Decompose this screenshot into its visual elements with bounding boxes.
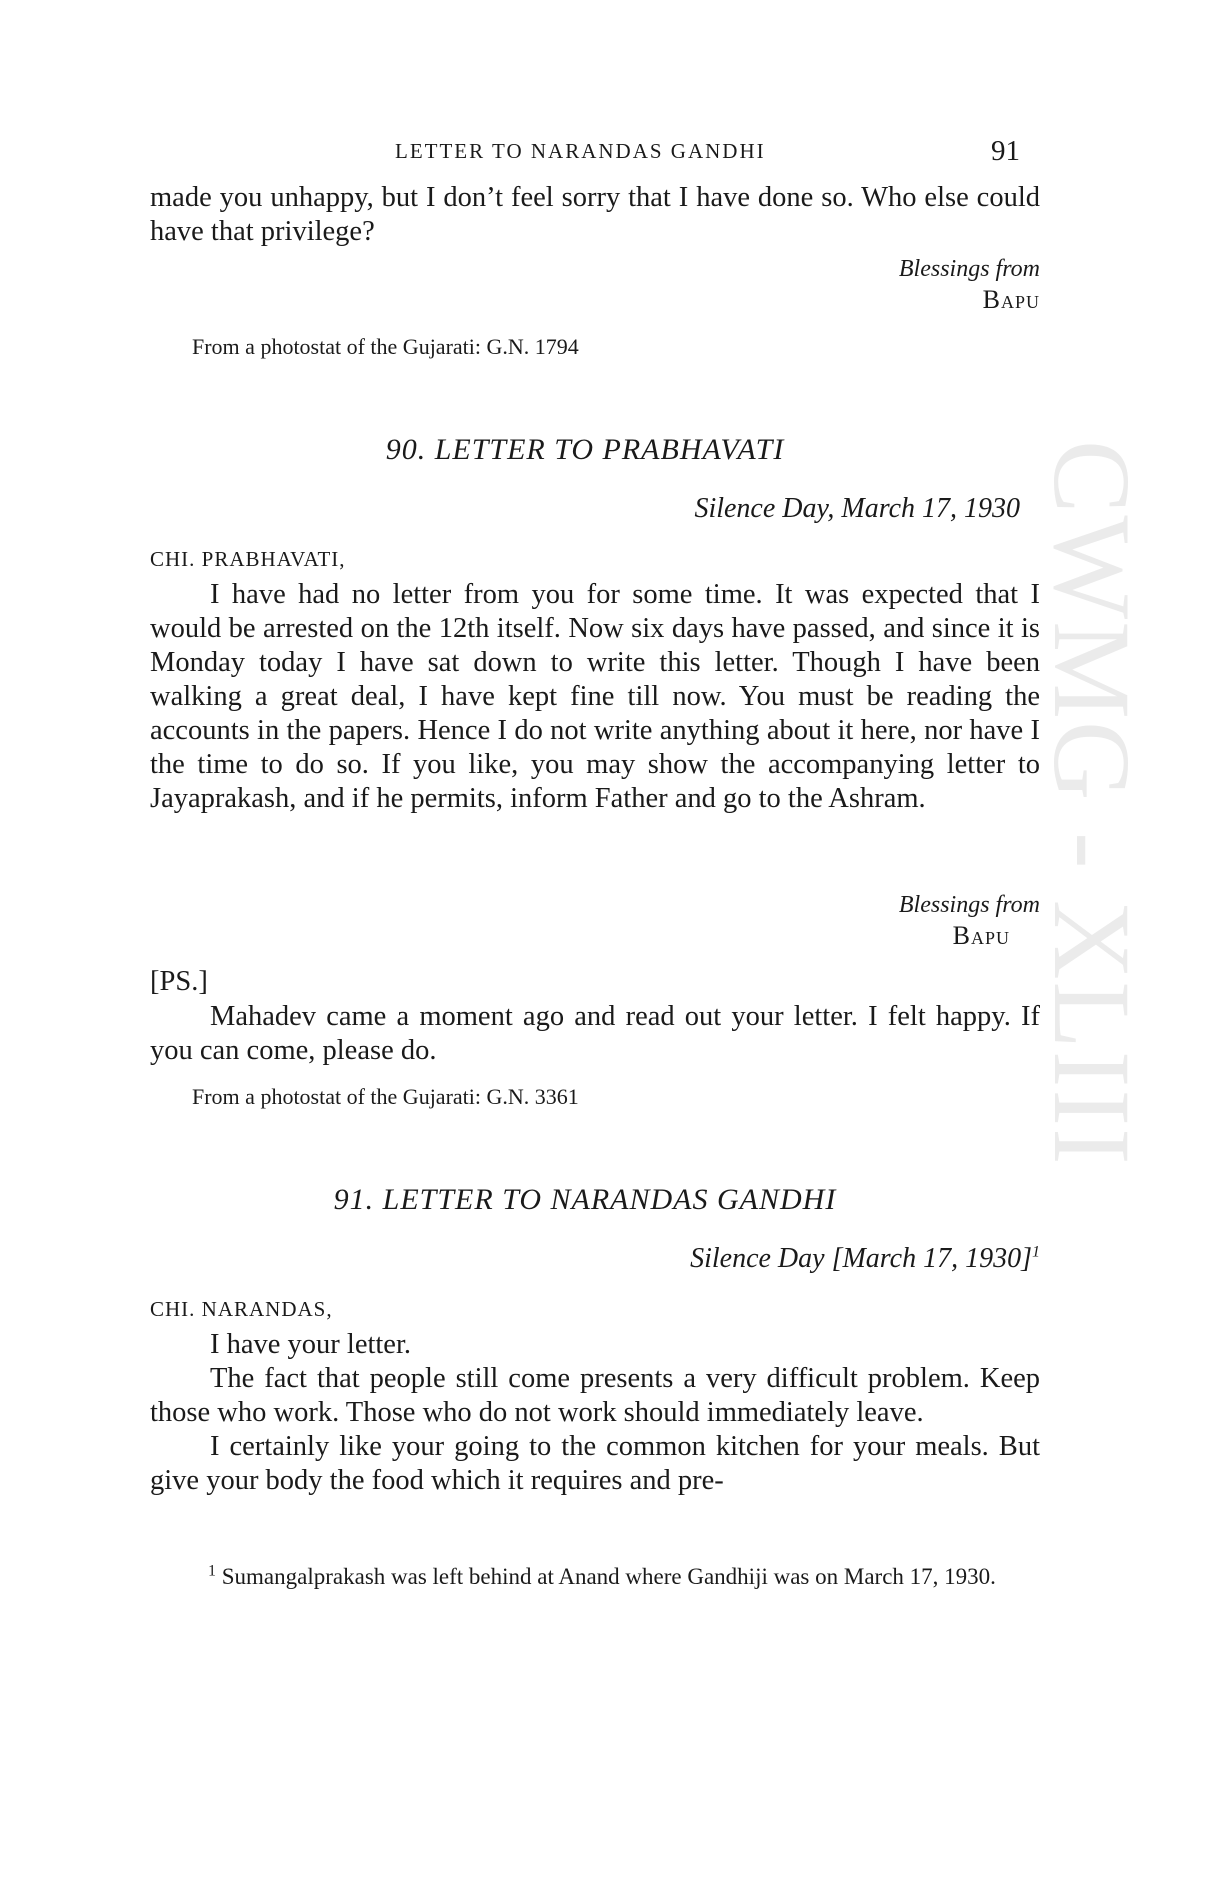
letter-90-signoff [150,890,1040,952]
letter-90-ps-block [150,1000,1040,1068]
letter-91-heading-block [150,1183,1040,1217]
footnote [150,1562,1040,1592]
watermark-text: CWMG - XLIII [1031,440,1153,1167]
salutation: CHI. PRABHAVATI, [150,547,346,571]
watermark [1031,440,1153,1440]
letter-91-body [150,1328,1040,1498]
running-head-title: LETTER TO NARANDAS GANDHI [395,139,766,163]
footnote-text: Sumangalprakash was left behind at Anand where Gandhiji was on March 17, 1930. [221,1564,996,1589]
source-citation: From a photostat of the Gujarati: G.N. 3361 [192,1084,579,1109]
letter-91-salutation-block [150,1297,1040,1322]
continuation-text: made you unhappy, but I don’t feel sorry that I have done so. Who else could have that privilege? [150,182,1040,247]
letter-91-dateline-block [150,1243,1040,1275]
page-number: 91 [991,135,1020,167]
signature: Bapu [952,921,1010,950]
running-head [150,135,1040,175]
footnote-block [150,1562,1040,1592]
footnote-number: 1 [208,1562,216,1580]
signature: Bapu [982,285,1040,314]
letter-heading: 91. LETTER TO NARANDAS GANDHI [333,1183,837,1216]
letter-90-body [150,578,1040,816]
dateline-wrap [150,1243,1040,1275]
letter-paragraph: I have had no letter from you for some time. It was expected that I would be arrested on the 12th itself. Now six days have passed, and since it is Monday today I have sat down to write this letter. Though I have been walking a great deal, I have kept fine till now. You must be reading the accounts in the papers. Hence I do not write anything about it here, nor have I the time to do so. If you like, you may show the accompanying letter to Jayaprakash, and if he permits, inform Father and go to the Ashram. [150,579,1040,814]
letter-paragraph: I certainly like your going to the common kitchen for your meals. But give your body the food which it requires and pre- [150,1431,1040,1496]
dateline: Silence Day, March 17, 1930 [694,493,1020,524]
source-citation: From a photostat of the Gujarati: G.N. 1794 [192,334,579,359]
ps-text: Mahadev came a moment ago and read out your letter. I felt happy. If you can come, please do. [150,1001,1040,1066]
letter-paragraph: I have your letter. [210,1329,412,1360]
letter-90-salutation-block [150,547,1040,572]
dateline: Silence Day [March 17, 1930] [690,1243,1032,1274]
footnote-marker: 1 [1032,1243,1040,1261]
continuation-section [150,181,1040,249]
continuation-source [192,333,1082,361]
blessings-from: Blessings from [898,892,1040,918]
salutation: CHI. NARANDAS, [150,1297,333,1321]
letter-90-heading-block [150,433,1040,467]
letter-heading: 90. LETTER TO PRABHAVATI [385,433,785,466]
blessings-from: Blessings from [898,256,1040,282]
letter-paragraph: The fact that people still come presents a very difficult problem. Keep those who work. Those who do not work should immediately leave. [150,1363,1040,1428]
continuation-signoff [150,254,1040,316]
ps-label: [PS.] [150,966,208,997]
letter-90-source-block [192,1083,1082,1111]
letter-90-dateline-block [150,493,1040,525]
letter-90-ps-label-block [150,966,1040,998]
